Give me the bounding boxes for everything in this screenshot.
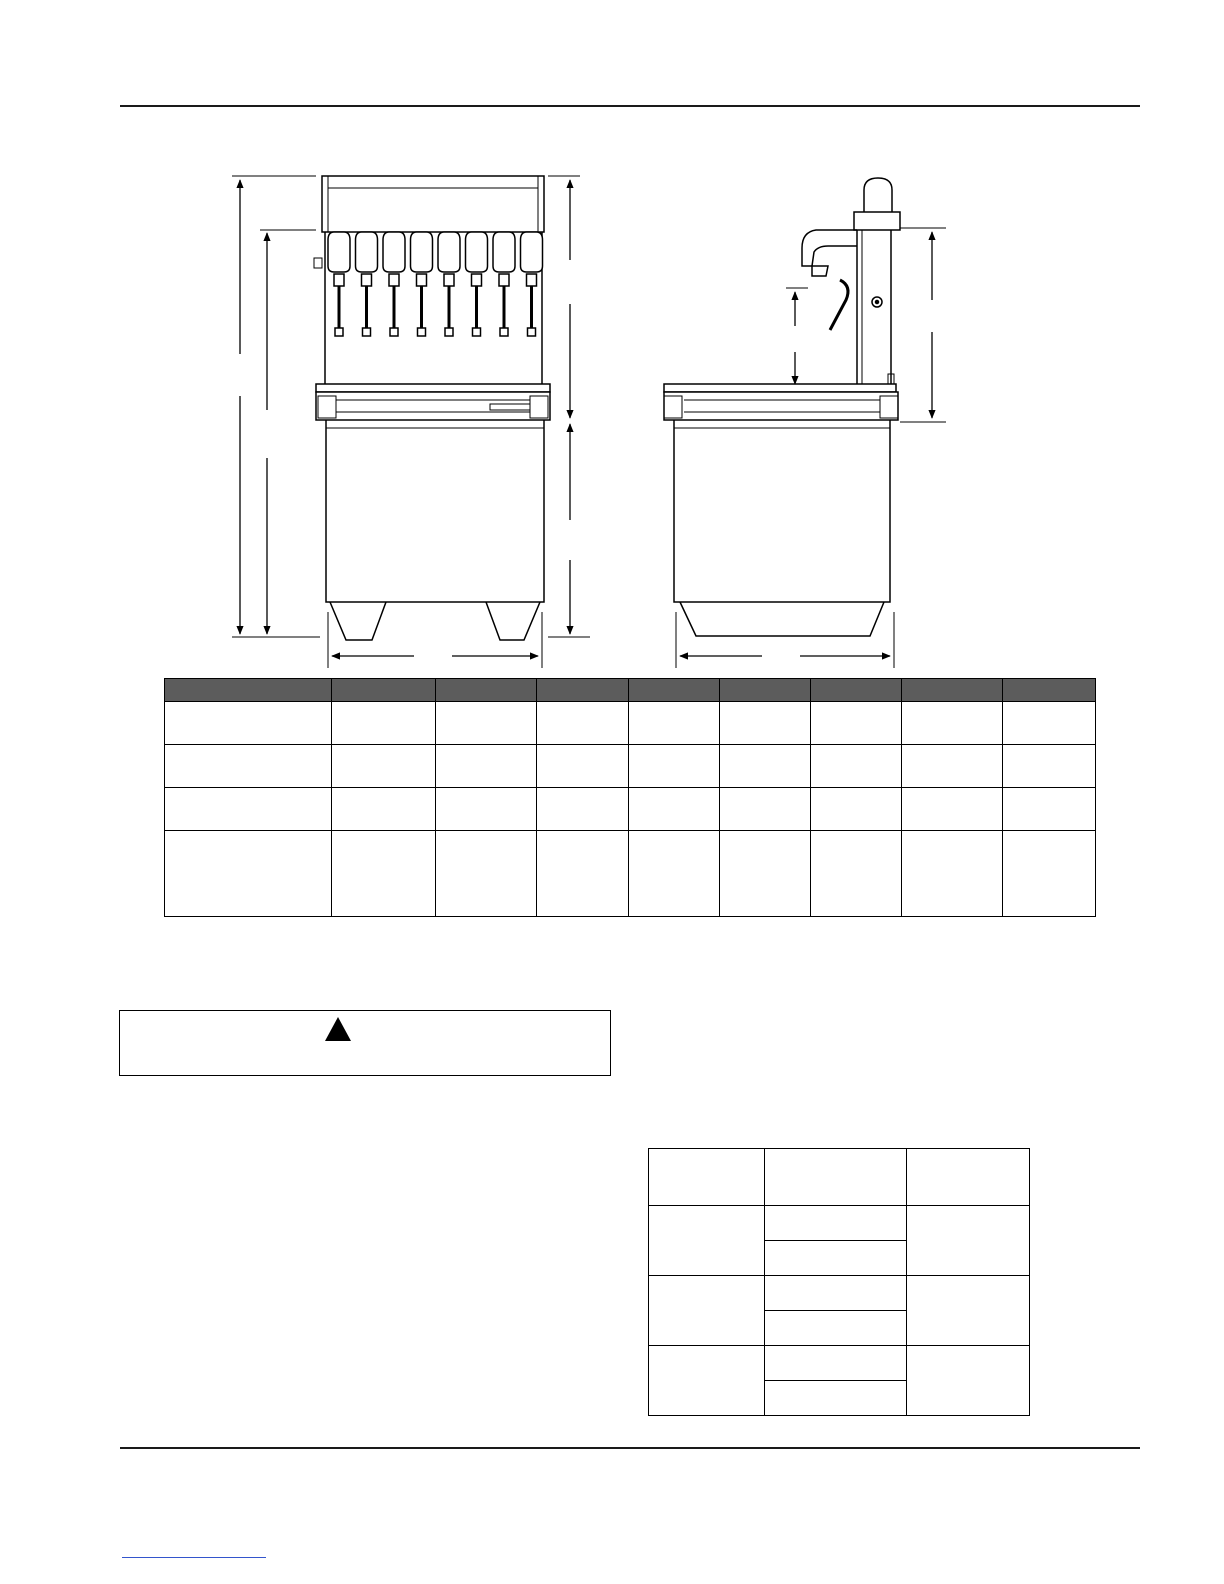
electrical-subrow-cell xyxy=(765,1241,907,1276)
electrical-row xyxy=(649,1346,1030,1381)
spec-cell xyxy=(811,788,902,831)
spec-cell xyxy=(902,702,1003,745)
spec-header-cell xyxy=(165,679,332,702)
spec-header-cell xyxy=(811,679,902,702)
electrical-header-cell xyxy=(907,1149,1030,1206)
valve xyxy=(438,232,460,336)
specification-table xyxy=(164,678,1096,917)
header-rule xyxy=(120,105,1140,107)
spec-cell xyxy=(332,745,436,788)
spec-cell xyxy=(436,788,537,831)
spec-row xyxy=(165,702,1096,745)
electrical-header-row xyxy=(649,1149,1030,1206)
spec-cell xyxy=(165,702,332,745)
spec-header-cell xyxy=(720,679,811,702)
spec-cell xyxy=(811,745,902,788)
electrical-group-value xyxy=(907,1206,1030,1276)
spec-cell xyxy=(629,788,720,831)
spec-cell xyxy=(811,831,902,917)
electrical-header-cell xyxy=(765,1149,907,1206)
electrical-row xyxy=(649,1276,1030,1311)
spec-cell xyxy=(537,831,629,917)
spec-cell xyxy=(720,831,811,917)
electrical-group-label xyxy=(649,1276,765,1346)
warning-box xyxy=(119,1010,611,1076)
electrical-row xyxy=(649,1206,1030,1241)
electrical-group-value xyxy=(907,1276,1030,1346)
electrical-group-value xyxy=(907,1346,1030,1416)
valve xyxy=(356,232,378,336)
spec-cell xyxy=(629,831,720,917)
valve xyxy=(493,232,515,336)
footer-rule xyxy=(120,1447,1140,1449)
dispenser-dimension-drawing xyxy=(0,150,1224,680)
spec-cell xyxy=(720,745,811,788)
spec-header-cell xyxy=(332,679,436,702)
electrical-group-label xyxy=(649,1346,765,1416)
spec-cell xyxy=(629,745,720,788)
electrical-requirements-table xyxy=(648,1148,1030,1416)
spec-header-cell xyxy=(629,679,720,702)
spec-cell xyxy=(537,745,629,788)
valve xyxy=(328,232,350,336)
spec-cell xyxy=(436,702,537,745)
spec-cell xyxy=(165,745,332,788)
spec-cell xyxy=(165,788,332,831)
spec-cell xyxy=(537,702,629,745)
valve xyxy=(521,232,543,336)
electrical-group-label xyxy=(649,1206,765,1276)
spec-cell xyxy=(332,831,436,917)
spec-cell xyxy=(1003,788,1096,831)
spec-cell xyxy=(436,745,537,788)
spec-header-row xyxy=(165,679,1096,702)
spec-cell xyxy=(1003,831,1096,917)
spec-cell xyxy=(629,702,720,745)
spec-cell xyxy=(902,788,1003,831)
spec-row xyxy=(165,788,1096,831)
electrical-subrow-cell xyxy=(765,1206,907,1241)
spec-cell xyxy=(902,745,1003,788)
spec-header-cell xyxy=(1003,679,1096,702)
spec-cell xyxy=(720,788,811,831)
spec-header-cell xyxy=(902,679,1003,702)
spec-cell xyxy=(1003,745,1096,788)
spec-cell xyxy=(165,831,332,917)
spec-header-cell xyxy=(537,679,629,702)
electrical-subrow-cell xyxy=(765,1276,907,1311)
electrical-header-cell xyxy=(649,1149,765,1206)
spec-cell xyxy=(436,831,537,917)
valve xyxy=(466,232,488,336)
spec-cell xyxy=(811,702,902,745)
spec-header-cell xyxy=(436,679,537,702)
spec-cell xyxy=(720,702,811,745)
electrical-subrow-cell xyxy=(765,1311,907,1346)
side-view xyxy=(664,178,900,636)
spec-cell xyxy=(537,788,629,831)
spec-cell xyxy=(902,831,1003,917)
spec-row xyxy=(165,831,1096,917)
warning-triangle-icon xyxy=(323,1015,353,1043)
footer-link-underline[interactable] xyxy=(122,1557,266,1558)
valve xyxy=(383,232,405,336)
spec-cell xyxy=(332,788,436,831)
electrical-subrow-cell xyxy=(765,1381,907,1416)
valve xyxy=(411,232,433,336)
spec-cell xyxy=(332,702,436,745)
spec-row xyxy=(165,745,1096,788)
electrical-subrow-cell xyxy=(765,1346,907,1381)
dispensing-valves xyxy=(328,232,543,336)
spec-cell xyxy=(1003,702,1096,745)
